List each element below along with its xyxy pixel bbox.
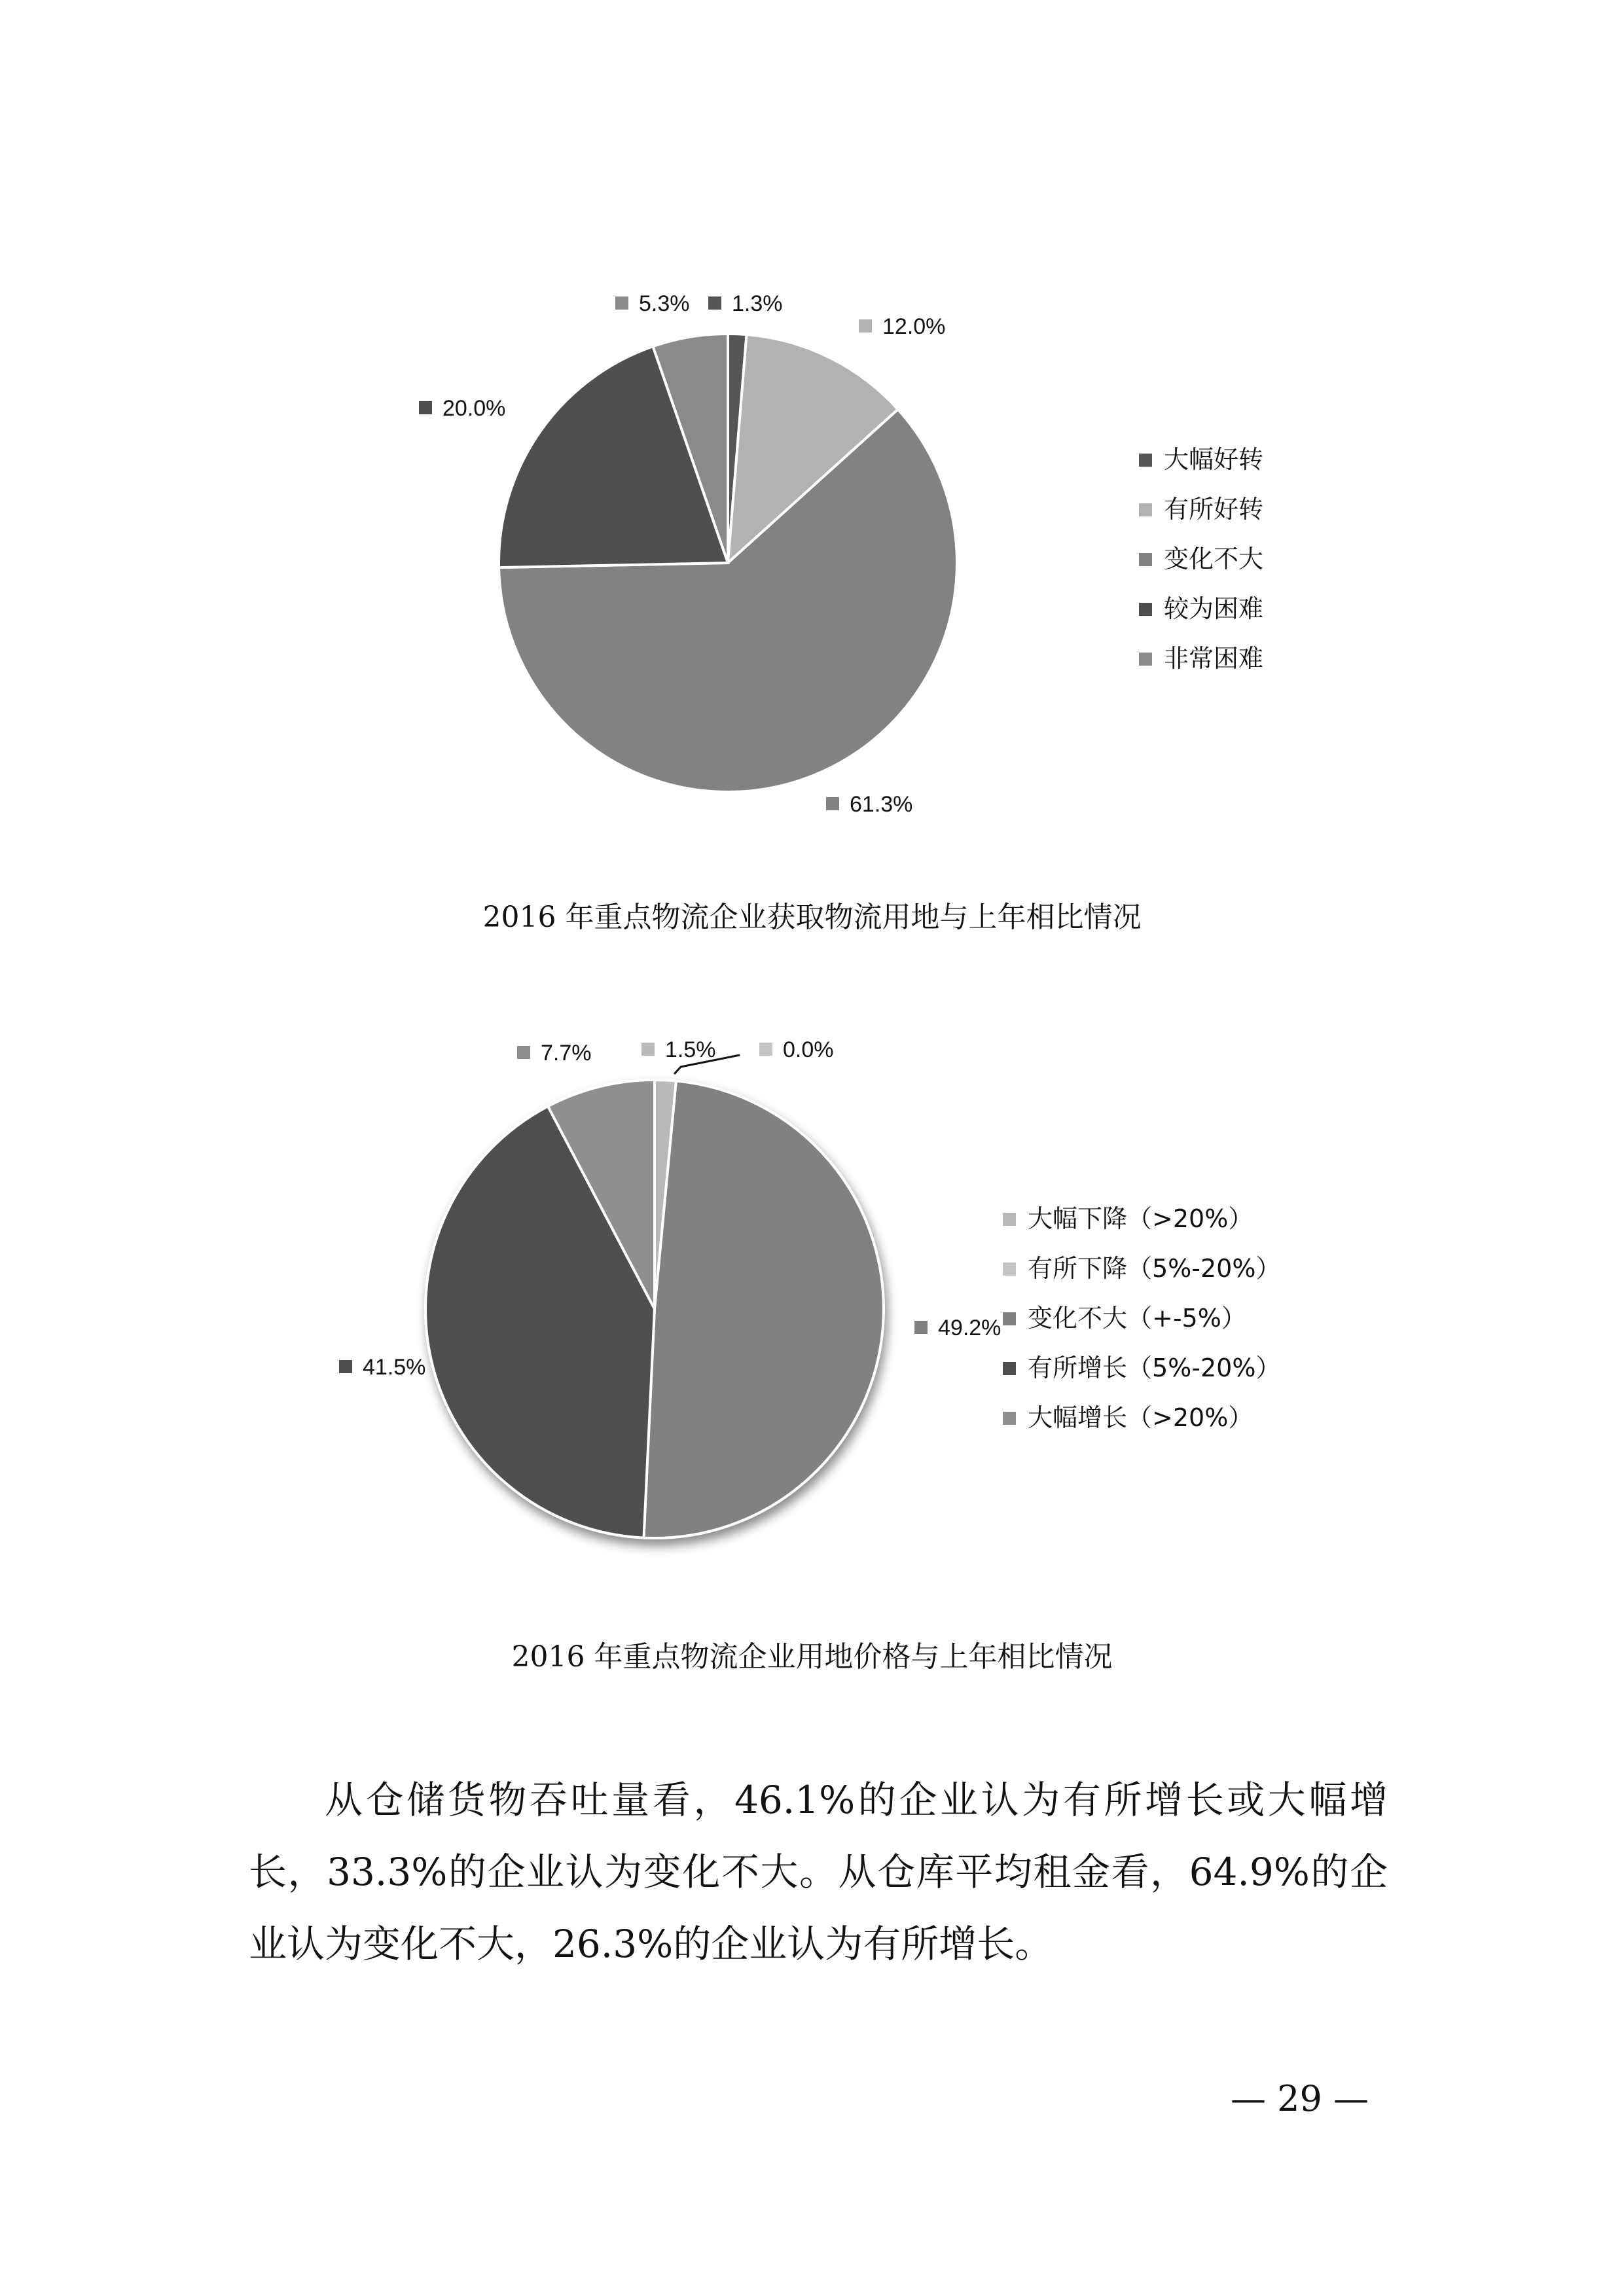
legend-label: 有所好转 [1164,495,1264,524]
legend-marker [1139,503,1152,516]
label-marker [708,296,721,310]
legend-marker [1003,1263,1016,1276]
data-label: 12.0% [882,314,946,339]
legend-label: 有所下降（5%-20%） [1028,1254,1281,1283]
legend-label: 较为困难 [1164,594,1264,623]
data-label: 49.2% [938,1316,1001,1340]
legend-marker [1139,603,1152,616]
legend-label: 有所增长（5%-20%） [1028,1354,1281,1382]
legend-label: 大幅增长（>20%） [1028,1403,1254,1432]
data-label: 1.3% [732,291,783,316]
label-marker [641,1043,655,1056]
land-price-pie-chart [0,1008,1624,1610]
legend-marker [1139,653,1152,666]
legend-label: 大幅下降（>20%） [1028,1204,1254,1233]
data-label: 41.5% [363,1355,426,1380]
legend-marker [1003,1312,1016,1325]
label-marker [339,1360,352,1373]
data-label: 0.0% [783,1037,834,1062]
land-acquisition-pie-chart [0,249,1624,890]
legend-marker [1003,1412,1016,1425]
label-marker [517,1046,530,1059]
pie-slice-3 [644,1081,884,1538]
data-label: 1.5% [665,1037,716,1062]
legend-marker [1003,1213,1016,1226]
legend-marker [1003,1362,1016,1375]
legend-label: 非常困难 [1164,644,1264,673]
legend-label: 变化不大 [1164,545,1264,573]
data-label: 5.3% [639,291,690,316]
label-marker [859,319,872,332]
chart1-caption: 2016 年重点物流企业获取物流用地与上年相比情况 [482,901,1142,934]
legend-marker [1139,454,1152,467]
page-number: — 29 — [1231,2078,1369,2119]
legend-label: 变化不大（+-5%） [1028,1304,1246,1333]
legend-marker [1139,553,1152,566]
label-marker [615,296,628,310]
label-marker [914,1321,928,1334]
data-label: 7.7% [541,1041,592,1066]
legend-label: 大幅好转 [1164,445,1264,474]
chart2-caption: 2016 年重点物流企业用地价格与上年相比情况 [511,1640,1113,1674]
data-label: 61.3% [850,792,913,817]
label-marker [419,401,432,414]
label-marker [759,1043,772,1056]
body-paragraph: 从仓储货物吞吐量看，46.1%的企业认为有所增长或大幅增长，33.3%的企业认为变化不大。从仓库平均租金看，64.9%的企业认为变化不大，26.3%的企业认为有所增长。 [249,1778,1388,1966]
data-label: 20.0% [442,396,506,421]
label-marker [826,797,839,810]
